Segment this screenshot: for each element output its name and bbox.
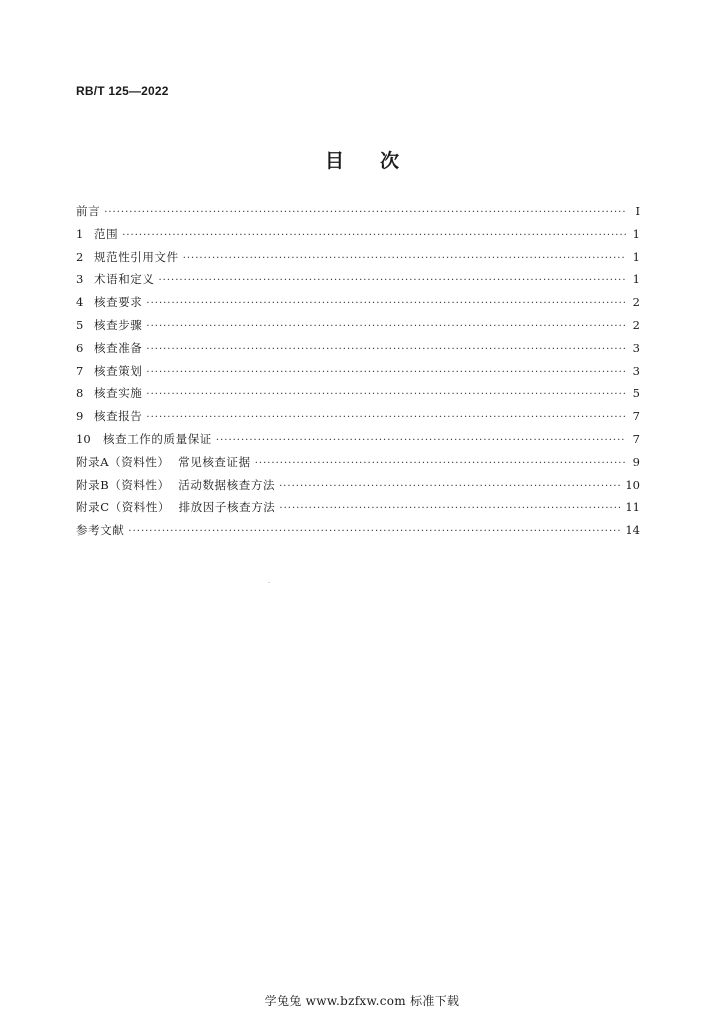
document-code: RB/T 125—2022 bbox=[76, 84, 169, 98]
toc-entry-page: Ⅰ bbox=[635, 204, 640, 218]
toc-entry-number: 8 bbox=[76, 386, 84, 401]
toc-entry-label: 范围 bbox=[94, 226, 119, 241]
toc-entry-number: 2 bbox=[76, 249, 84, 264]
toc-entry-page: 3 bbox=[632, 340, 640, 355]
toc-entry-quality-assurance[interactable] bbox=[76, 431, 640, 454]
leader-dots bbox=[146, 389, 626, 400]
leader-dots bbox=[279, 481, 621, 492]
toc-entry-page: 1 bbox=[632, 249, 640, 264]
toc-entry-label: 核查工作的质量保证 bbox=[103, 431, 212, 446]
toc-entry-verification-planning[interactable] bbox=[76, 363, 640, 386]
toc-entry-label: 核查实施 bbox=[94, 386, 143, 401]
toc-entry-number: 3 bbox=[76, 272, 84, 287]
toc-entry-number: 9 bbox=[76, 409, 84, 424]
leader-dots bbox=[146, 298, 626, 309]
leader-dots bbox=[104, 207, 626, 218]
toc-entry-scope[interactable] bbox=[76, 226, 640, 249]
toc-entry-terms-definitions[interactable] bbox=[76, 271, 640, 294]
toc-entry-verification-steps[interactable] bbox=[76, 317, 640, 340]
toc-entry-label: 附录A（资料性） 常见核查证据 bbox=[76, 454, 251, 469]
toc-entry-page: 14 bbox=[625, 523, 640, 538]
toc-entry-page: 5 bbox=[632, 386, 640, 401]
toc-entry-label: 前言 bbox=[76, 204, 101, 218]
leader-dots bbox=[128, 526, 621, 537]
leader-dots bbox=[146, 321, 626, 332]
toc-entry-page: 7 bbox=[632, 409, 640, 424]
toc-entry-label: 附录C（资料性） 排放因子核查方法 bbox=[76, 500, 276, 515]
toc-entry-number: 4 bbox=[76, 295, 84, 310]
toc-entry-normative-references[interactable] bbox=[76, 249, 640, 272]
toc-entry-verification-report[interactable] bbox=[76, 408, 640, 431]
leader-dots bbox=[255, 458, 626, 469]
toc-entry-number: 6 bbox=[76, 340, 84, 355]
toc-entry-page: 11 bbox=[625, 500, 640, 515]
leader-dots bbox=[159, 275, 627, 286]
toc-entry-number: 1 bbox=[76, 226, 84, 241]
toc-entry-verification-preparation[interactable] bbox=[76, 340, 640, 363]
toc-entry-appendix-c[interactable] bbox=[76, 499, 640, 522]
toc-entry-verification-implementation[interactable] bbox=[76, 385, 640, 408]
toc-entry-page: 9 bbox=[632, 454, 640, 469]
leader-dots bbox=[146, 367, 626, 378]
toc-entry-page: 2 bbox=[632, 295, 640, 310]
table-of-contents bbox=[76, 203, 640, 545]
toc-entry-page: 2 bbox=[632, 317, 640, 332]
toc-entry-label: 核查策划 bbox=[94, 363, 143, 378]
toc-entry-page: 3 bbox=[632, 363, 640, 378]
toc-entry-appendix-b[interactable] bbox=[76, 477, 640, 500]
leader-dots bbox=[146, 344, 626, 355]
leader-dots bbox=[279, 503, 621, 514]
toc-entry-page: 1 bbox=[632, 226, 640, 241]
leader-dots bbox=[122, 230, 626, 241]
toc-entry-number: 5 bbox=[76, 317, 84, 332]
toc-entry-label: 核查准备 bbox=[94, 340, 143, 355]
leader-dots bbox=[183, 253, 626, 264]
toc-entry-label: 附录B（资料性） 活动数据核查方法 bbox=[76, 477, 276, 492]
scan-speck bbox=[268, 582, 270, 583]
toc-entry-label: 核查报告 bbox=[94, 409, 143, 424]
toc-entry-label: 核查步骤 bbox=[94, 317, 143, 332]
toc-entry-foreword[interactable] bbox=[76, 203, 640, 226]
toc-entry-number: 10 bbox=[76, 431, 91, 446]
page-title: 目次 bbox=[324, 150, 435, 172]
toc-entry-page: 7 bbox=[632, 431, 640, 446]
toc-entry-number: 7 bbox=[76, 363, 84, 378]
toc-entry-bibliography[interactable] bbox=[76, 522, 640, 545]
toc-entry-label: 规范性引用文件 bbox=[94, 249, 179, 264]
leader-dots bbox=[146, 412, 626, 423]
footer-watermark: 学兔兔 www.bzfxw.com 标准下载 bbox=[264, 994, 460, 1008]
toc-entry-page: 10 bbox=[625, 477, 640, 492]
toc-entry-verification-requirements[interactable] bbox=[76, 294, 640, 317]
toc-entry-label: 参考文献 bbox=[76, 523, 125, 538]
toc-entry-label: 术语和定义 bbox=[94, 272, 155, 287]
toc-entry-appendix-a[interactable] bbox=[76, 454, 640, 477]
toc-entry-page: 1 bbox=[632, 272, 640, 287]
toc-entry-label: 核查要求 bbox=[94, 295, 143, 310]
leader-dots bbox=[216, 435, 626, 446]
